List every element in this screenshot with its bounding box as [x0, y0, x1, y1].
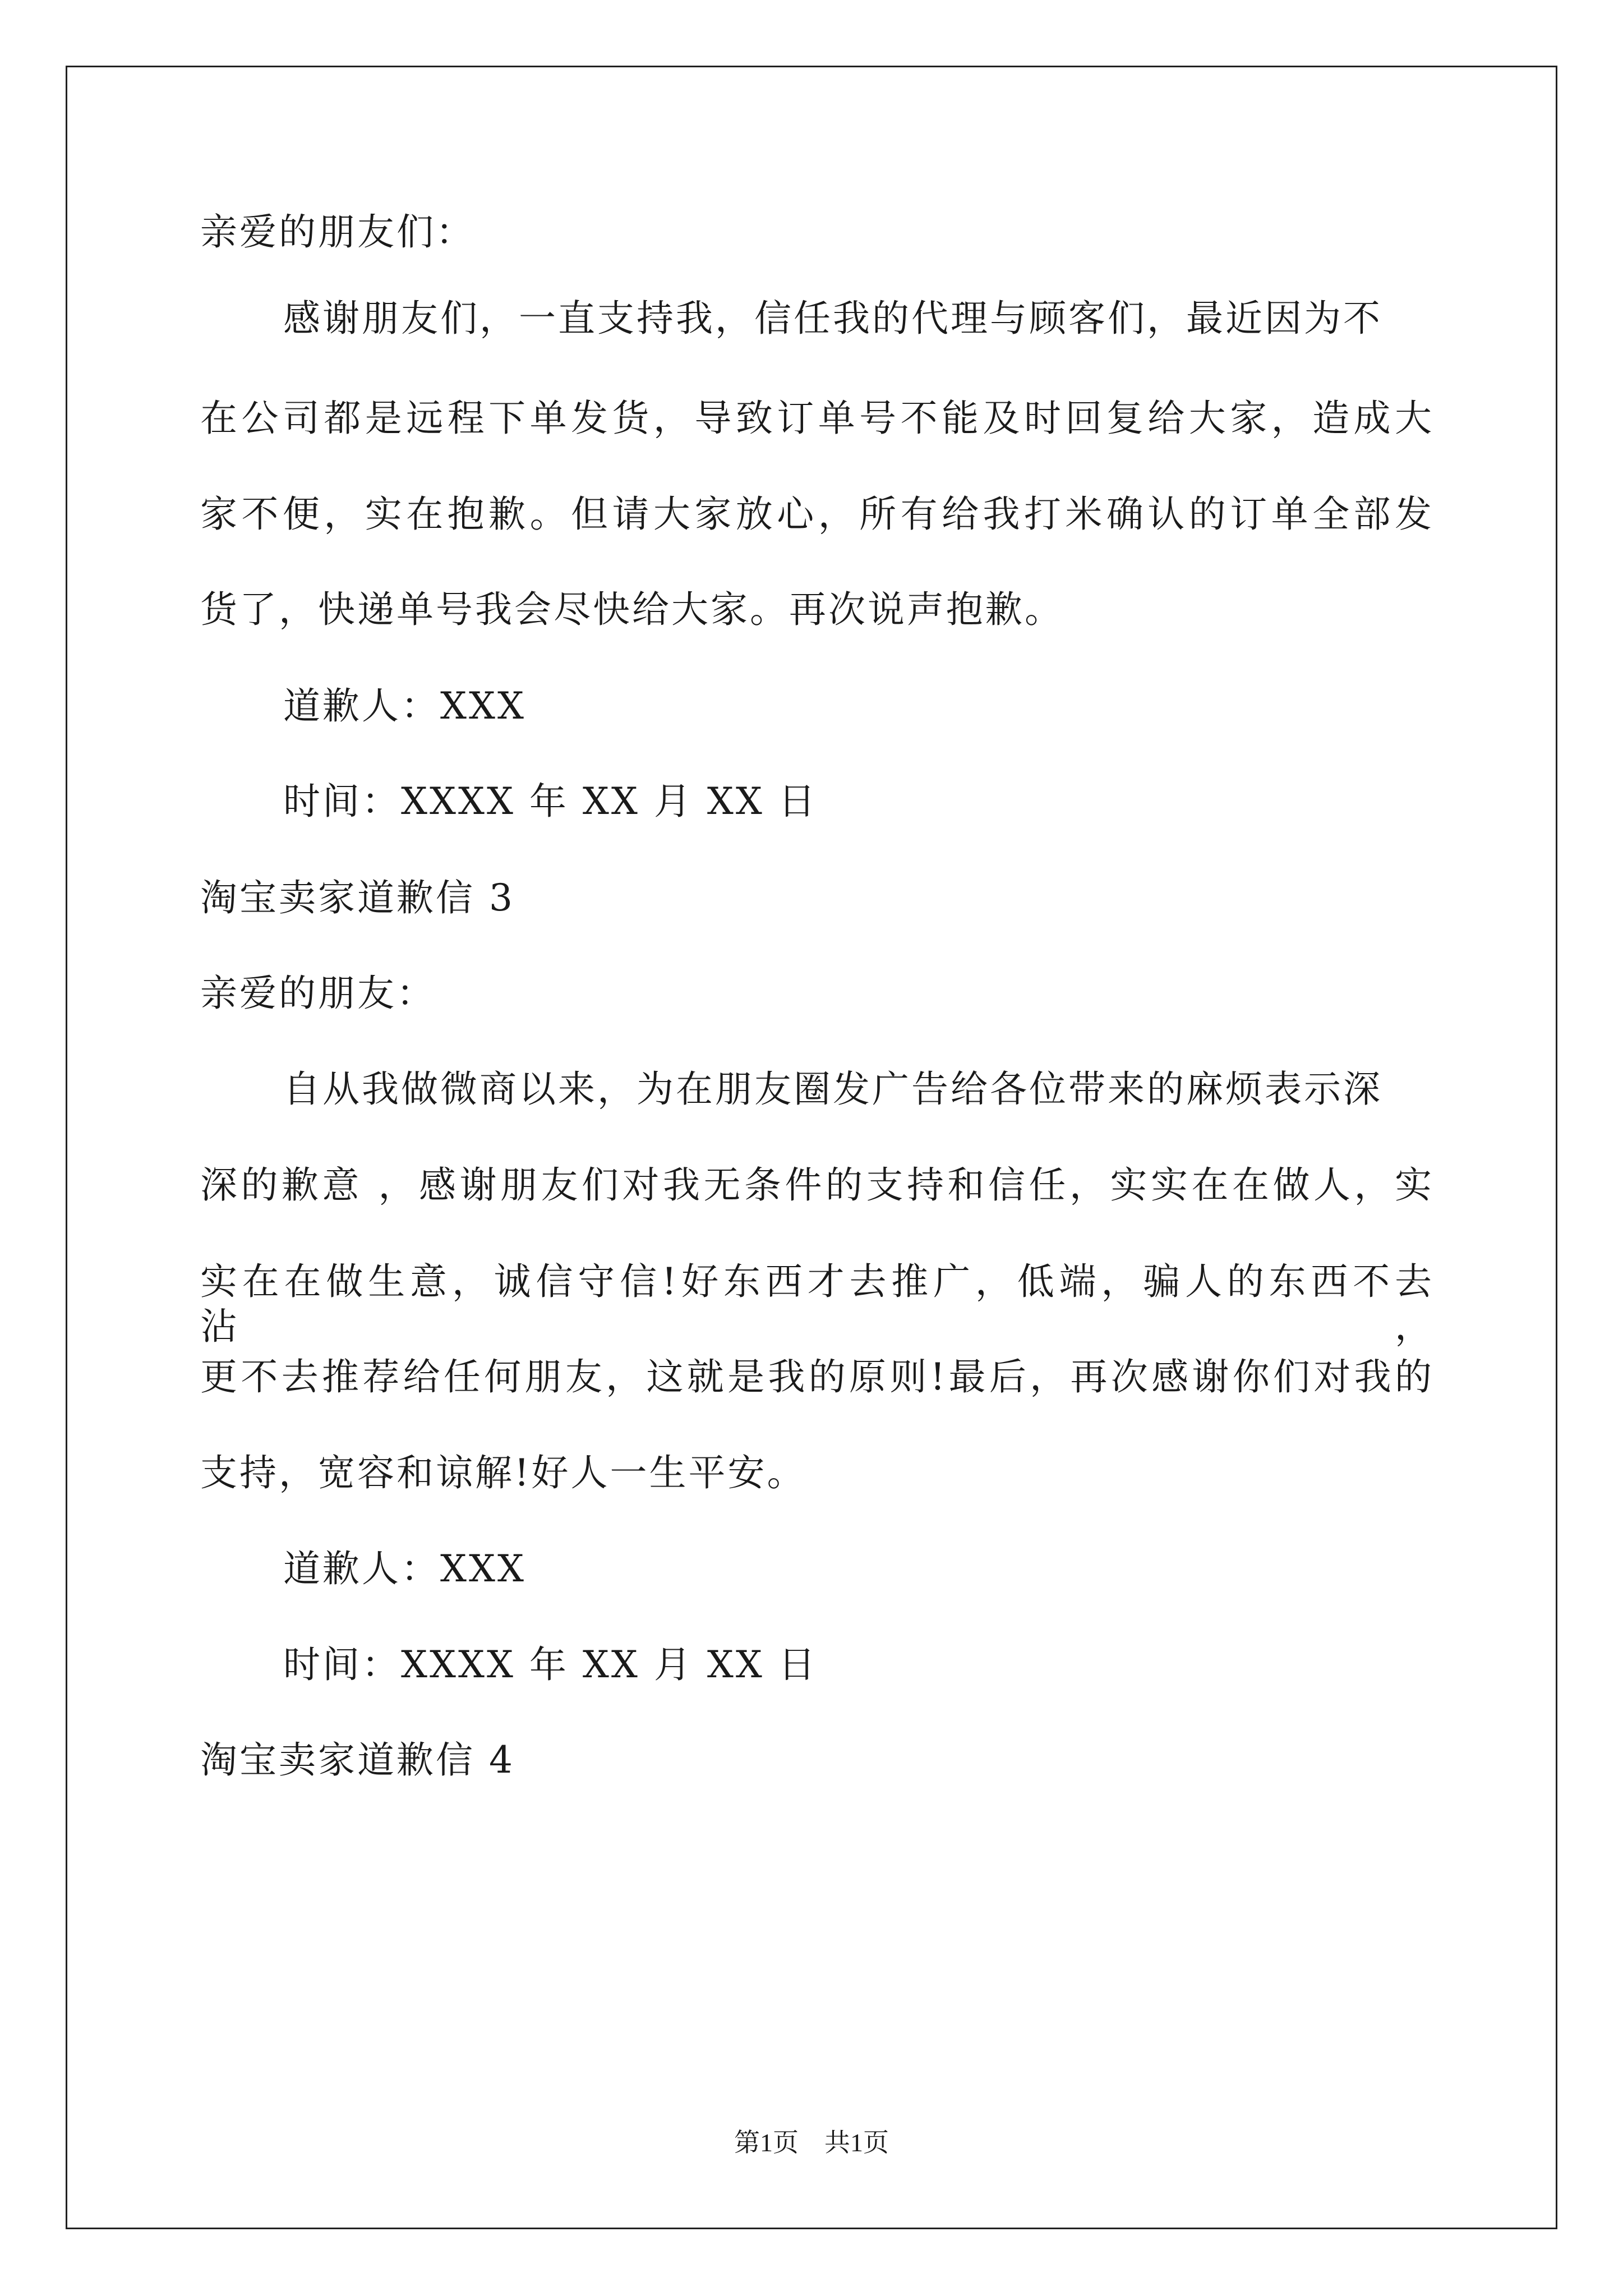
date-line: 时间：XXXX 年 XX 月 XX 日 [283, 1643, 818, 1686]
paragraph-line: 感谢朋友们，一直支持我，信任我的代理与顾客们，最近因为不 [283, 297, 1382, 340]
section-heading: 淘宝卖家道歉信 3 [200, 876, 515, 919]
paragraph-line: 实在在做生意，诚信守信!好东西才去推广，低端，骗人的东西不去沾， [200, 1260, 1434, 1348]
salutation: 亲爱的朋友们： [200, 210, 475, 254]
section-heading: 淘宝卖家道歉信 4 [200, 1738, 515, 1782]
page-border [66, 66, 1557, 2229]
paragraph-line: 更不去推荐给任何朋友，这就是我的原则!最后，再次感谢你们对我的 [200, 1355, 1434, 1398]
paragraph-line: 支持，宽容和谅解!好人一生平安。 [200, 1451, 806, 1494]
paragraph-line: 深的歉意 ，感谢朋友们对我无条件的支持和信任，实实在在做人，实 [200, 1163, 1434, 1207]
paragraph-line: 在公司都是远程下单发货，导致订单号不能及时回复给大家，造成大 [200, 397, 1434, 440]
signature-line: 道歉人：XXX [283, 684, 526, 728]
signature-line: 道歉人：XXX [283, 1547, 526, 1590]
paragraph-line: 家不便，实在抱歉。但请大家放心，所有给我打米确认的订单全部发 [200, 493, 1434, 536]
date-line: 时间：XXXX 年 XX 月 XX 日 [283, 780, 818, 823]
paragraph-line: 自从我做微商以来，为在朋友圈发广告给各位带来的麻烦表示深 [283, 1068, 1382, 1111]
paragraph-line: 货了，快递单号我会尽快给大家。再次说声抱歉。 [200, 588, 1064, 631]
salutation: 亲爱的朋友： [200, 972, 436, 1015]
page-number: 第1页 共1页 [734, 2128, 889, 2157]
